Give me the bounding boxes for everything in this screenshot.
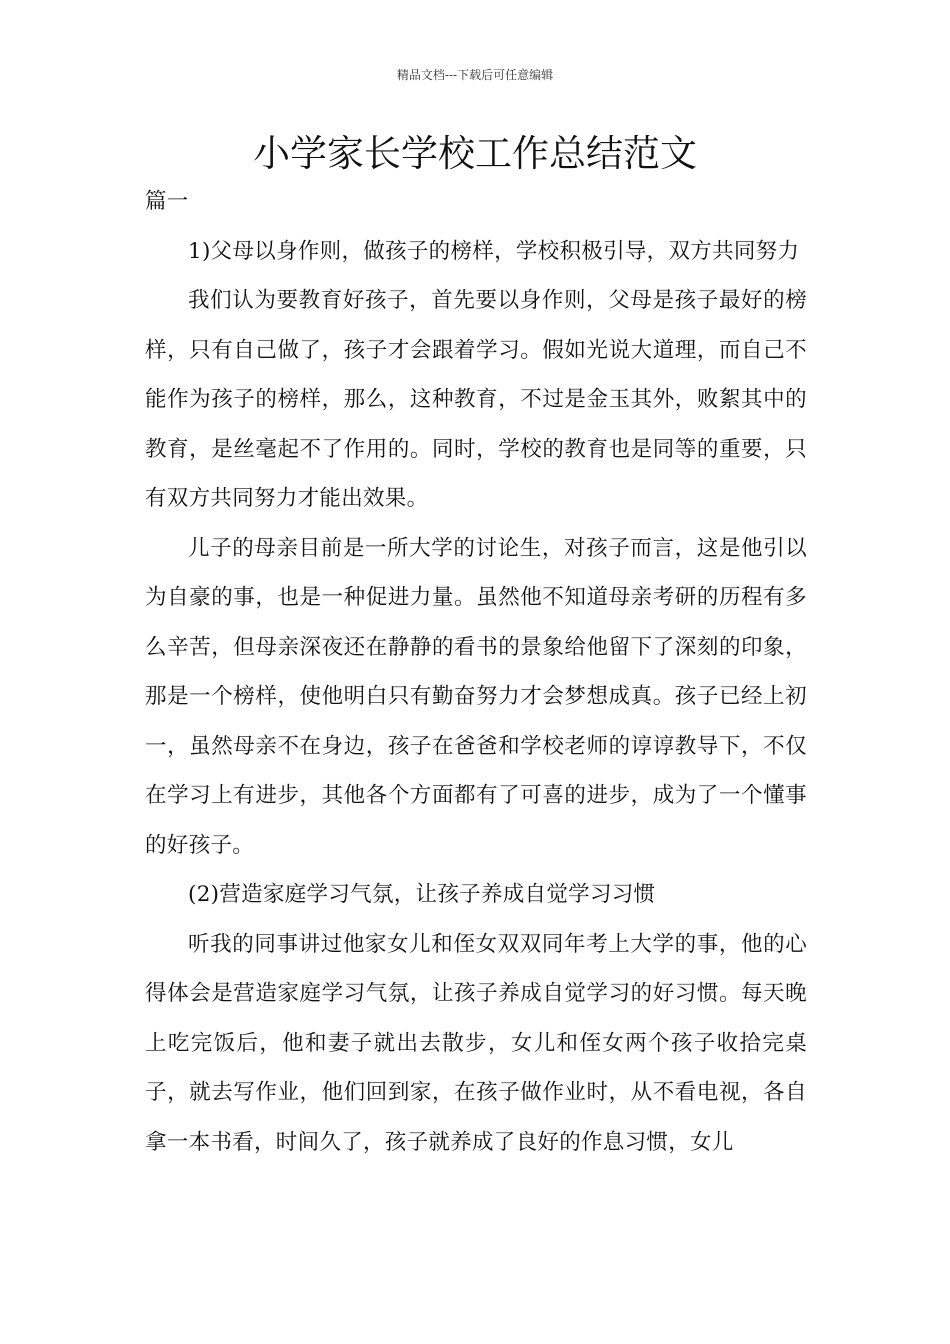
paragraph: 儿子的母亲目前是一所大学的讨论生，对孩子而言，这是他引以为自豪的事，也是一种促进力量。虽然他不知道母亲考研的历程有多么辛苦，但母亲深夜还在静静的看书的景象给他留下了深刻的印象，那是一个榜样，使他明白只有勤奋努力才会梦想成真。孩子已经上初一，虽然母亲不在身边，孩子在爸爸和学校老师的谆谆教导下，不仅在学习上有进步，其他各个方面都有了可喜的进步，成为了一个懂事的好孩子。 [145,535,807,858]
document-body [145,177,807,1167]
paragraph: (2)营造家庭学习气氛，让孩子养成自觉学习习惯 [188,882,656,907]
paragraph: 听我的同事讲过他家女儿和侄女双双同年考上大学的事，他的心得体会是营造家庭学习气氛，让孩子养成自觉学习的好习惯。每天晚上吃完饭后，他和妻子就出去散步，女儿和侄女两个孩子收拾完桌子，就去写作业，他们回到家，在孩子做作业时，从不看电视，各自拿一本书看，时间久了，孩子就养成了良好的作息习惯，女儿 [145,931,807,1155]
section-label: 篇一 [145,189,189,214]
paragraph: 我们认为要教育好孩子，首先要以身作则，父母是孩子最好的榜样，只有自己做了，孩子才会跟着学习。假如光说大道理，而自己不能作为孩子的榜样，那么，这种教育，不过是金玉其外，败絮其中的教育，是丝毫起不了作用的。同时，学校的教育也是同等的重要，只有双方共同努力才能出效果。 [145,288,807,511]
document-title: 小学家长学校工作总结范文 [253,132,697,175]
paragraph: 1)父母以身作则，做孩子的榜样，学校积极引导，双方共同努力 [188,238,800,264]
header-note: 精品文档---下载后可任意编辑 [396,68,554,82]
